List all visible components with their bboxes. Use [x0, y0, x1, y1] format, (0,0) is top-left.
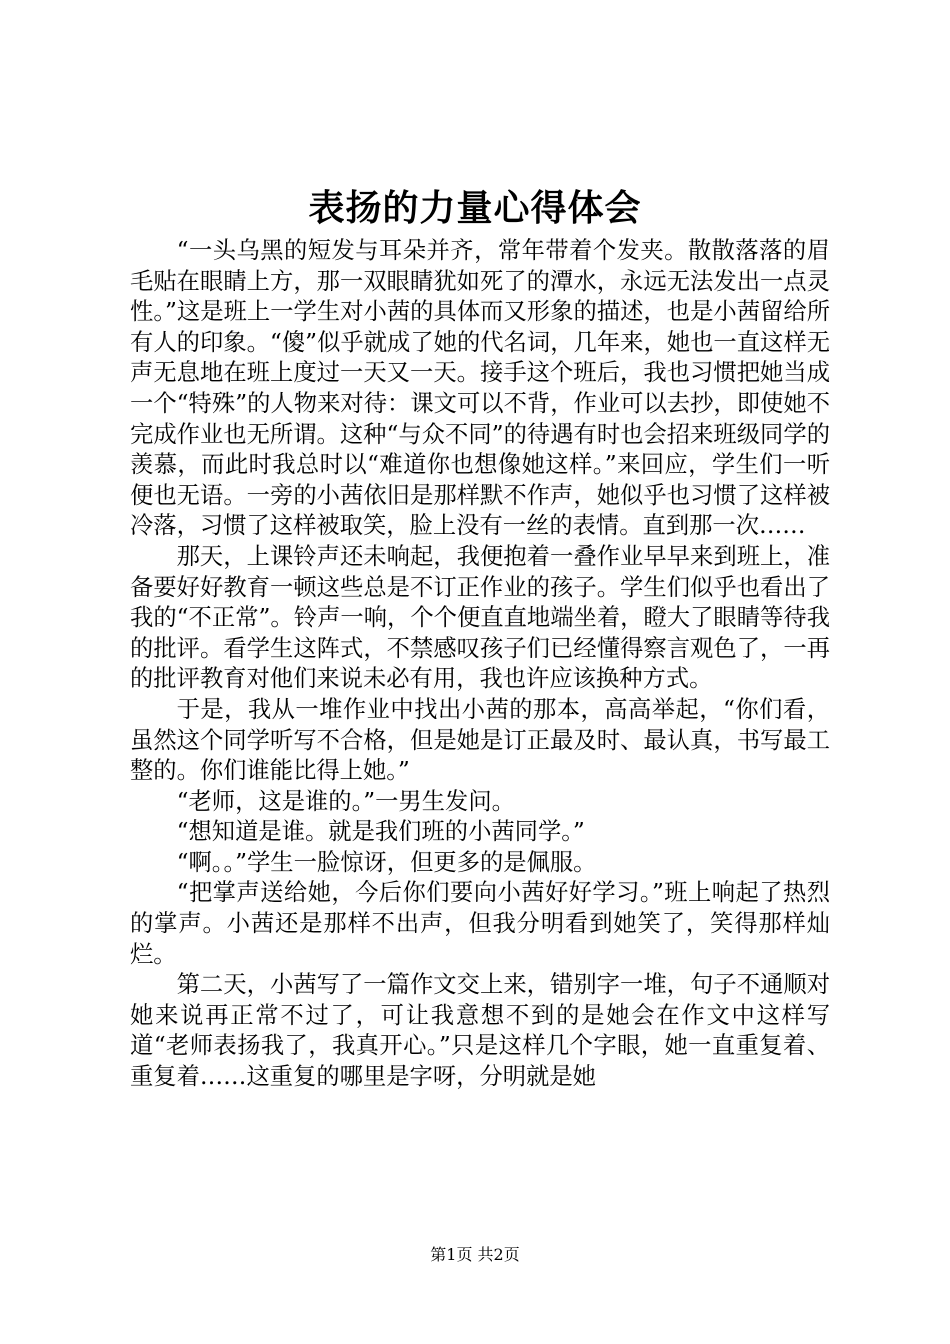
paragraph: 那天，上课铃声还未响起，我便抱着一叠作业早早来到班上，准备要好好教育一顿这些总是不订正作业的孩子。学生们似乎也看出了我的“不正常”。铃声一响，个个便直直地端坐着，瞪大了眼睛等待我的批评。看学生这阵式，不禁感叹孩子们已经懂得察言观色了，一再的批评教育对他们来说未必有用，我也许应该换种方式。: [130, 542, 830, 693]
paragraph: “啊。。”学生一脸惊讶，但更多的是佩服。: [176, 848, 597, 876]
paragraph: “想知道是谁。就是我们班的小茜同学。”: [176, 818, 585, 846]
paragraph: 于是，我从一堆作业中找出小茜的那本，高高举起，“你们看，虽然这个同学听写不合格，但是她是订正最及时、最认真，书写最工整的。你们谁能比得上她。”: [130, 695, 830, 785]
paragraph: 第二天，小茜写了一篇作文交上来，错别字一堆，句子不通顺对她来说再正常不过了，可让我意想不到的是她会在作文中这样写道“老师表扬我了，我真开心。”只是这样几个字眼，她一直重复着、重复着……这重复的哪里是字呀，分明就是她: [130, 971, 830, 1091]
document-body: [130, 236, 830, 1093]
paragraph: “把掌声送给她，今后你们要向小茜好好学习。”班上响起了热烈的掌声。小茜还是那样不出声，但我分明看到她笑了，笑得那样灿烂。: [130, 879, 830, 968]
document-title: 表扬的力量心得体会: [308, 188, 642, 229]
paragraph: “老师，这是谁的。”一男生发问。: [176, 787, 515, 815]
paragraph: “一头乌黑的短发与耳朵并齐，常年带着个发夹。散散落落的眉毛贴在眼睛上方，那一双眼睛犹如死了的潭水，永远无法发出一点灵性。”这是班上一学生对小茜的具体而又形象的描述，也是小茜留给所有人的印象。“傻”似乎就成了她的代名词，几年来，她也一直这样无声无息地在班上度过一天又一天。接手这个班后，我也习惯把她当成一个“特殊”的人物来对待：课文可以不背，作业可以去抄，即使她不完成作业也无所谓。这种“与众不同”的待遇有时也会招来班级同学的羡慕，而此时我总时以“难道你也想像她这样。”来回应，学生们一听便也无语。一旁的小茜依旧是那样默不作声，她似乎也习惯了这样被冷落，习惯了这样被取笑，脸上没有一丝的表情。直到那一次……: [130, 237, 830, 540]
page-footer: 第1页 共2页: [430, 1245, 520, 1264]
